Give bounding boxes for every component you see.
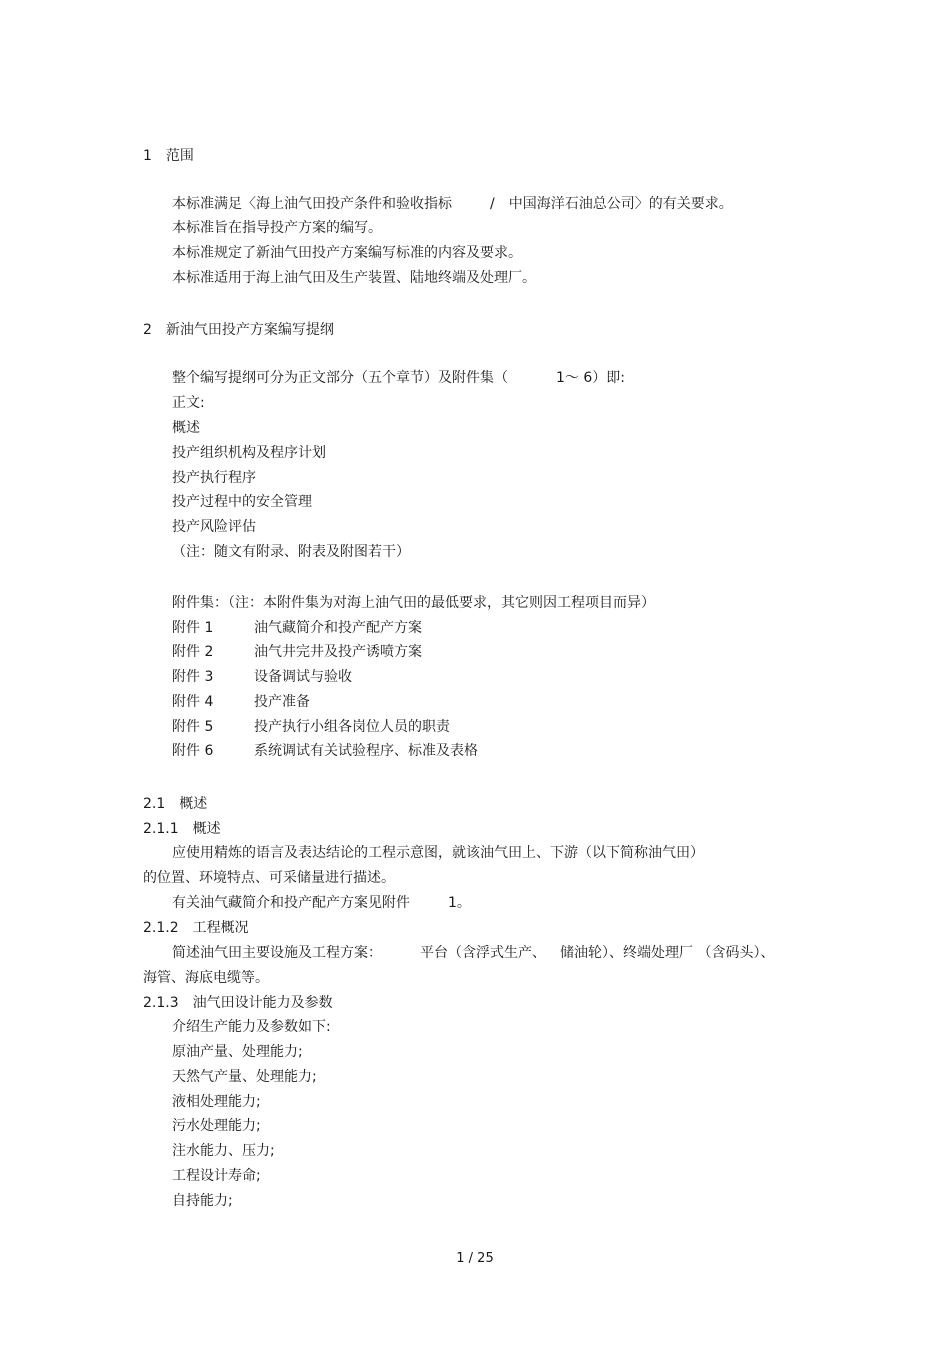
attachment-item	[172, 618, 422, 638]
text-run: 整个编写提纲可分为正文部分（五个章节）及附件集（	[172, 370, 508, 386]
list-item: 投产执行程序	[172, 470, 256, 486]
list-item: 投产风险评估	[172, 519, 256, 535]
list-item: 液相处理能力;	[172, 1094, 261, 1110]
text-run: 1。	[448, 895, 471, 911]
section-number: 2	[143, 322, 152, 338]
section-number: 2.1.1	[143, 821, 179, 837]
paragraph: 介绍生产能力及参数如下:	[172, 1019, 331, 1035]
attachment-number: 附件 2	[172, 644, 214, 660]
attachment-title: 系统调试有关试验程序、标准及表格	[254, 743, 478, 759]
text-run: 平台（含浮式生产、	[420, 945, 546, 961]
attachment-item	[172, 642, 422, 662]
text-run: 储油轮）、终端处理厂 （含码头）、	[560, 945, 775, 961]
attachment-item	[172, 741, 478, 761]
paragraph: 应使用精炼的语言及表达结论的工程示意图，就该油气田上、下游（以下简称油气田）	[172, 845, 704, 861]
page-number: 1 / 25	[456, 1251, 494, 1266]
paragraph: 本标准适用于海上油气田及生产装置、陆地终端及处理厂。	[172, 270, 536, 286]
text-run: 有关油气藏简介和投产配产方案见附件	[172, 895, 410, 911]
section-number: 2.1	[143, 796, 166, 812]
list-item: 自持能力;	[172, 1193, 233, 1209]
attachment-title: 设备调试与验收	[254, 669, 352, 685]
section-title: 范围	[165, 148, 194, 164]
paragraph: 本标准规定了新油气田投产方案编写标准的内容及要求。	[172, 245, 522, 261]
list-item: 天然气产量、处理能力;	[172, 1069, 317, 1085]
section-title: 概述	[192, 821, 221, 837]
subsection-heading	[143, 918, 249, 938]
attachment-title: 投产执行小组各岗位人员的职责	[254, 719, 450, 735]
attachment-number: 附件 6	[172, 743, 214, 759]
text-run: 本标准满足〈海上油气田投产条件和验收指标	[172, 196, 452, 212]
list-item: 原油产量、处理能力;	[172, 1044, 303, 1060]
attachment-title: 油气藏简介和投产配产方案	[254, 620, 422, 636]
paragraph: 的位置、环境特点、可采储量进行描述。	[143, 870, 395, 886]
list-item: 工程设计寿命;	[172, 1168, 261, 1184]
attachment-title: 投产准备	[254, 694, 310, 710]
note: （注：随文有附录、附表及附图若干）	[172, 544, 410, 560]
body-label: 正文:	[172, 395, 205, 411]
section-2-heading	[143, 320, 334, 340]
subsection-heading	[143, 993, 333, 1013]
attachment-item	[172, 692, 310, 712]
list-item: 概述	[172, 420, 200, 436]
subsection-heading	[143, 819, 221, 839]
attachment-number: 附件 3	[172, 669, 214, 685]
section-number: 2.1.3	[143, 995, 179, 1011]
list-item: 注水能力、压力;	[172, 1143, 275, 1159]
paragraph: 海管、海底电缆等。	[143, 970, 269, 986]
list-item: 投产过程中的安全管理	[172, 494, 312, 510]
text-run: 1～ 6）即:	[556, 370, 625, 386]
section-1-heading	[143, 146, 194, 166]
attachment-item	[172, 667, 352, 687]
text-run: 中国海洋石油总公司〉的有关要求。	[508, 196, 733, 212]
list-item: 投产组织机构及程序计划	[172, 445, 326, 461]
attachments-label: 附件集：（注：本附件集为对海上油气田的最低要求，其它则因工程项目而异）	[172, 595, 655, 611]
paragraph	[172, 194, 733, 214]
text-run: /	[490, 196, 495, 212]
paragraph: 本标准旨在指导投产方案的编写。	[172, 220, 382, 236]
paragraph	[172, 893, 471, 913]
section-title: 工程概况	[192, 920, 249, 936]
paragraph	[172, 943, 774, 963]
attachment-title: 油气井完井及投产诱喷方案	[254, 644, 422, 660]
section-title: 概述	[179, 796, 208, 812]
section-number: 1	[143, 148, 152, 164]
attachment-number: 附件 1	[172, 620, 214, 636]
attachment-item	[172, 717, 450, 737]
section-title: 油气田设计能力及参数	[192, 995, 333, 1011]
subsection-heading	[143, 794, 207, 814]
paragraph	[172, 368, 625, 388]
attachment-number: 附件 5	[172, 719, 214, 735]
section-title: 新油气田投产方案编写提纲	[165, 322, 334, 338]
text-run: 简述油气田主要设施及工程方案：	[172, 945, 382, 961]
attachment-number: 附件 4	[172, 694, 214, 710]
section-number: 2.1.2	[143, 920, 179, 936]
list-item: 污水处理能力;	[172, 1118, 261, 1134]
